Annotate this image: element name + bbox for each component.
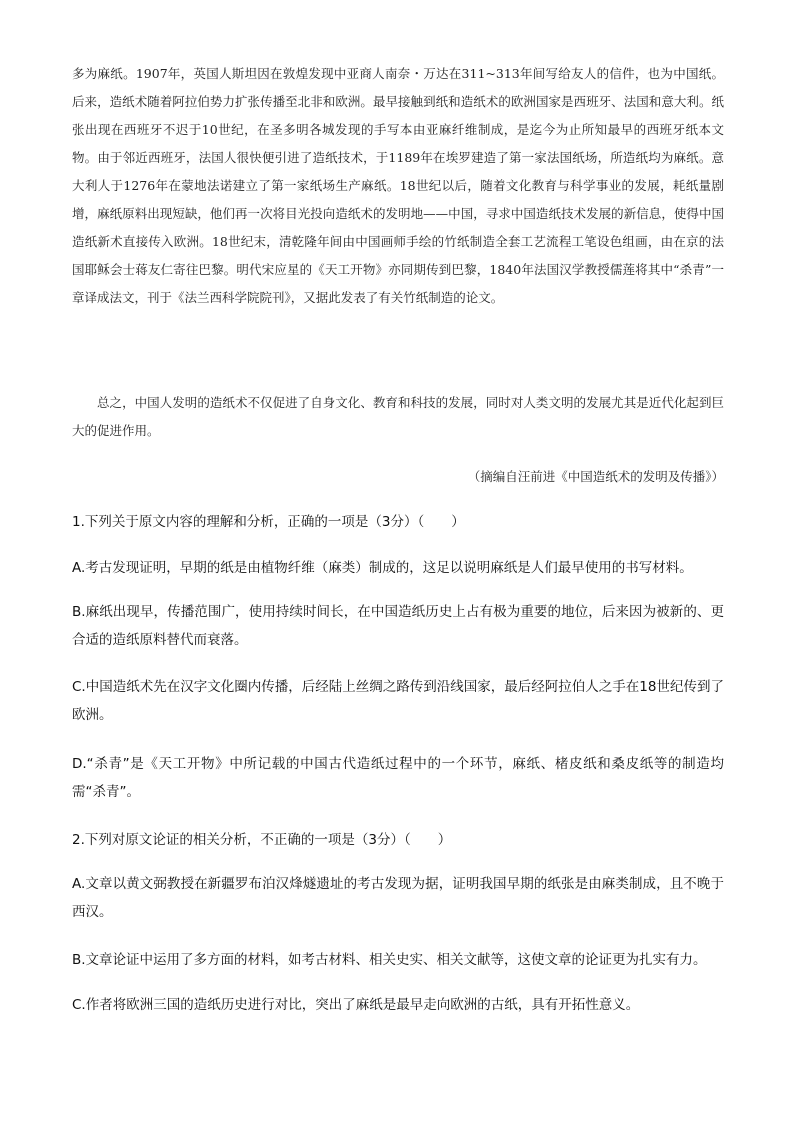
article-paragraph-1: 多为麻纸。1907年，英国人斯坦因在敦煌发现中亚商人南奈・万达在311~313年间写给友人的信件，也为中国纸。后来，造纸术随着阿拉伯势力扩张传播至北非和欧洲。最早接触到纸和造纸术的欧洲国家是西班牙、法国和意大利。纸张出现在西班牙不迟于10世纪，在圣多明各城发现的手写本由亚麻纤维制成，是迄今为止所知最早的西班牙纸本文物。由于邻近西班牙，法国人很快便引进了造纸技术，于1189年在埃罗建造了第一家法国纸场，所造纸均为麻纸。意大利人于1276年在蒙地法诺建立了第一家纸场生产麻纸。18世纪以后，随着文化教育与科学事业的发展，耗纸量剧增，麻纸原料出现短缺，他们再一次将目光投向造纸术的发明地——中国，寻求中国造纸技术发展的新信息，使得中国造纸新术直接传入欧洲。18世纪末，清乾隆年间由中国画师手绘的竹纸制造全套工艺流程工笔设色组画，由在京的法国耶稣会士蒋友仁寄往巴黎。明代宋应星的《天工开物》亦同期传到巴黎，1840年法国汉学教授儒莲将其中“杀青”一章译成法文，刊于《法兰西科学院院刊》，又据此发表了有关竹纸制造的论文。	[72, 66, 724, 305]
question-1-option-c: C.中国造纸术先在汉字文化圈内传播，后经陆上丝绸之路传到沿线国家，最后经阿拉伯人之手在18世纪传到了欧洲。	[72, 679, 724, 723]
question-2-option-c: C.作者将欧洲三国的造纸历史进行对比，突出了麻纸是最早走向欧洲的古纸，具有开拓性意义。	[72, 997, 640, 1013]
question-1-option-b: B.麻纸出现早，传播范围广，使用持续时间长，在中国造纸历史上占有极为重要的地位，后来因为被新的、更合适的造纸原料替代而衰落。	[72, 604, 724, 648]
question-2-option-b: B.文章论证中运用了多方面的材料，如考古材料、相关史实、相关文献等，这使文章的论证更为扎实有力。	[72, 952, 707, 968]
question-2-option-a: A.文章以黄文弼教授在新疆罗布泊汉烽燧遗址的考古发现为据，证明我国早期的纸张是由麻类制成，且不晚于西汉。	[72, 876, 724, 920]
article-source: （摘编自汪前进《中国造纸术的发明及传播》）	[467, 469, 724, 484]
question-1-option-d: D.“杀青”是《天工开物》中所记载的中国古代造纸过程中的一个环节，麻纸、楮皮纸和桑皮纸等的制造均需“杀青”。	[72, 756, 724, 800]
question-1-stem: 1.下列关于原文内容的理解和分析，正确的一项是（3分）（ ）	[72, 514, 465, 530]
question-1-option-a: A.考古发现证明，早期的纸是由植物纤维（麻类）制成的，这足以说明麻纸是人们最早使用的书写材料。	[72, 560, 693, 576]
article-paragraph-2: 总之，中国人发明的造纸术不仅促进了自身文化、教育和科技的发展，同时对人类文明的发展尤其是近代化起到巨大的促进作用。	[72, 395, 724, 438]
question-2-stem: 2.下列对原文论证的相关分析，不正确的一项是（3分）（ ）	[72, 832, 452, 848]
